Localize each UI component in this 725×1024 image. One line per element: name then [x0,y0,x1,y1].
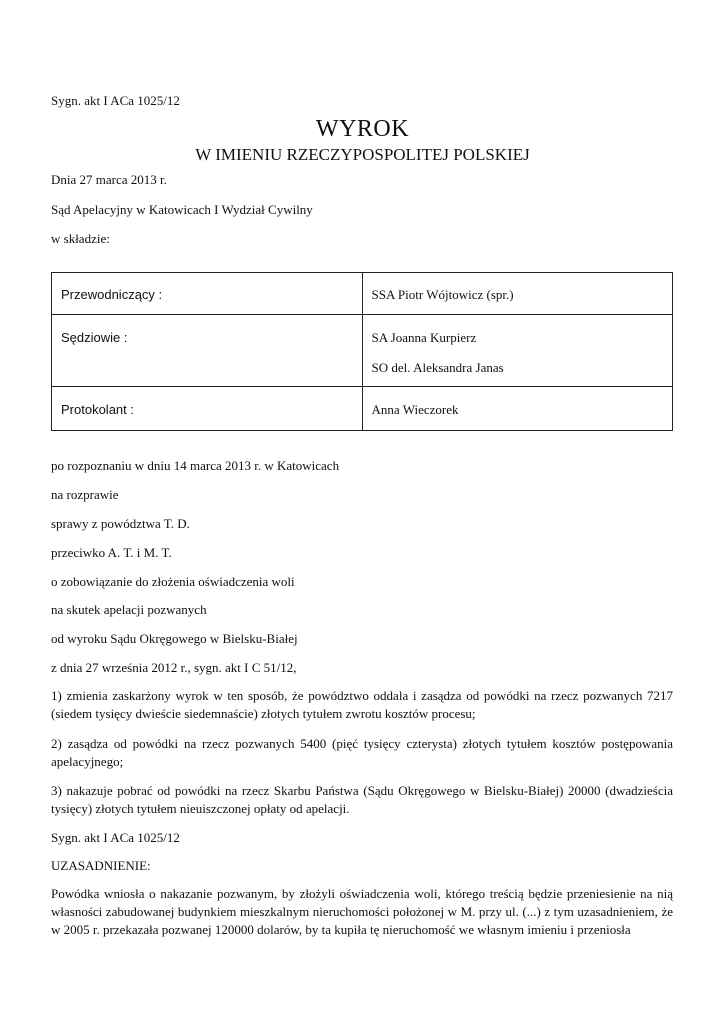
judge-name-1: SA Joanna Kurpierz [371,330,477,345]
clerk-value: Anna Wieczorek [371,402,459,417]
judge-name-2: SO del. Aleksandra Janas [371,360,504,375]
proceedings-line-2: na rozprawie [51,487,119,502]
table-row-clerk [52,387,673,431]
document-subtitle: W IMIENIU RZECZYPOSPOLITEJ POLSKIEJ [195,145,530,164]
proceedings-line-5: o zobowiązanie do złożenia oświadczenia woli [51,574,295,589]
document-title: WYROK [315,116,410,142]
ruling-point-1: 1) zmienia zaskarżony wyrok w ten sposób, że powództwo oddala i zasądza od powódki na rzecz pozwanych 7217 (siedem tysięcy dwieście siedemnaście) złotych tytułem zwrotu kosztów procesu; [51,688,673,721]
case-reference-top: Sygn. akt I ACa 1025/12 [51,93,180,108]
court-composition-table [51,272,673,431]
chair-label: Przewodniczący : [61,287,163,302]
justification-paragraph-1: Powódka wniosła o nakazanie pozwanym, by złożyli oświadczenia woli, którego treścią będzie przeniesienie na nią własności zabudowanej budynkiem mieszkalnym nieruchomości położonej w M. przy ul. (...) z tym uzasadnieniem, że w 2005 r. przekazała pozwanej 120000 dolarów, by ta kupiła tę nieruchomość we własnym imieniu i przeniosła [51,886,673,937]
court-name: Sąd Apelacyjny w Katowicach I Wydział Cywilny [51,202,313,217]
justification-heading: UZASADNIENIE: [51,858,151,873]
judgment-date: Dnia 27 marca 2013 r. [51,172,167,187]
table-row-chair [52,273,673,315]
proceedings-line-7: od wyroku Sądu Okręgowego w Bielsku-Białej [51,631,298,646]
ruling-point-3: 3) nakazuje pobrać od powódki na rzecz Skarbu Państwa (Sądu Okręgowego w Bielsku-Białej) 20000 (dwadzieścia tysięcy) złotych tytułem nieuiszczonej opłaty od apelacji. [51,783,673,816]
chair-value: SSA Piotr Wójtowicz (spr.) [371,287,514,302]
judges-label: Sędziowie : [61,330,128,345]
proceedings-line-3: sprawy z powództwa T. D. [51,516,190,531]
case-reference-justification: Sygn. akt I ACa 1025/12 [51,830,180,845]
proceedings-line-1: po rozpoznaniu w dniu 14 marca 2013 r. w Katowicach [51,458,340,473]
proceedings-line-8: z dnia 27 września 2012 r., sygn. akt I C 51/12, [51,660,297,675]
ruling-point-2: 2) zasądza od powódki na rzecz pozwanych 5400 (pięć tysięcy czterysta) złotych tytułem kosztów postępowania apelacyjnego; [51,736,673,769]
clerk-label: Protokolant : [61,402,134,417]
composition-intro: w składzie: [51,231,110,246]
table-row-judges [52,315,673,387]
proceedings-line-6: na skutek apelacji pozwanych [51,602,207,617]
proceedings-line-4: przeciwko A. T. i M. T. [51,545,172,560]
